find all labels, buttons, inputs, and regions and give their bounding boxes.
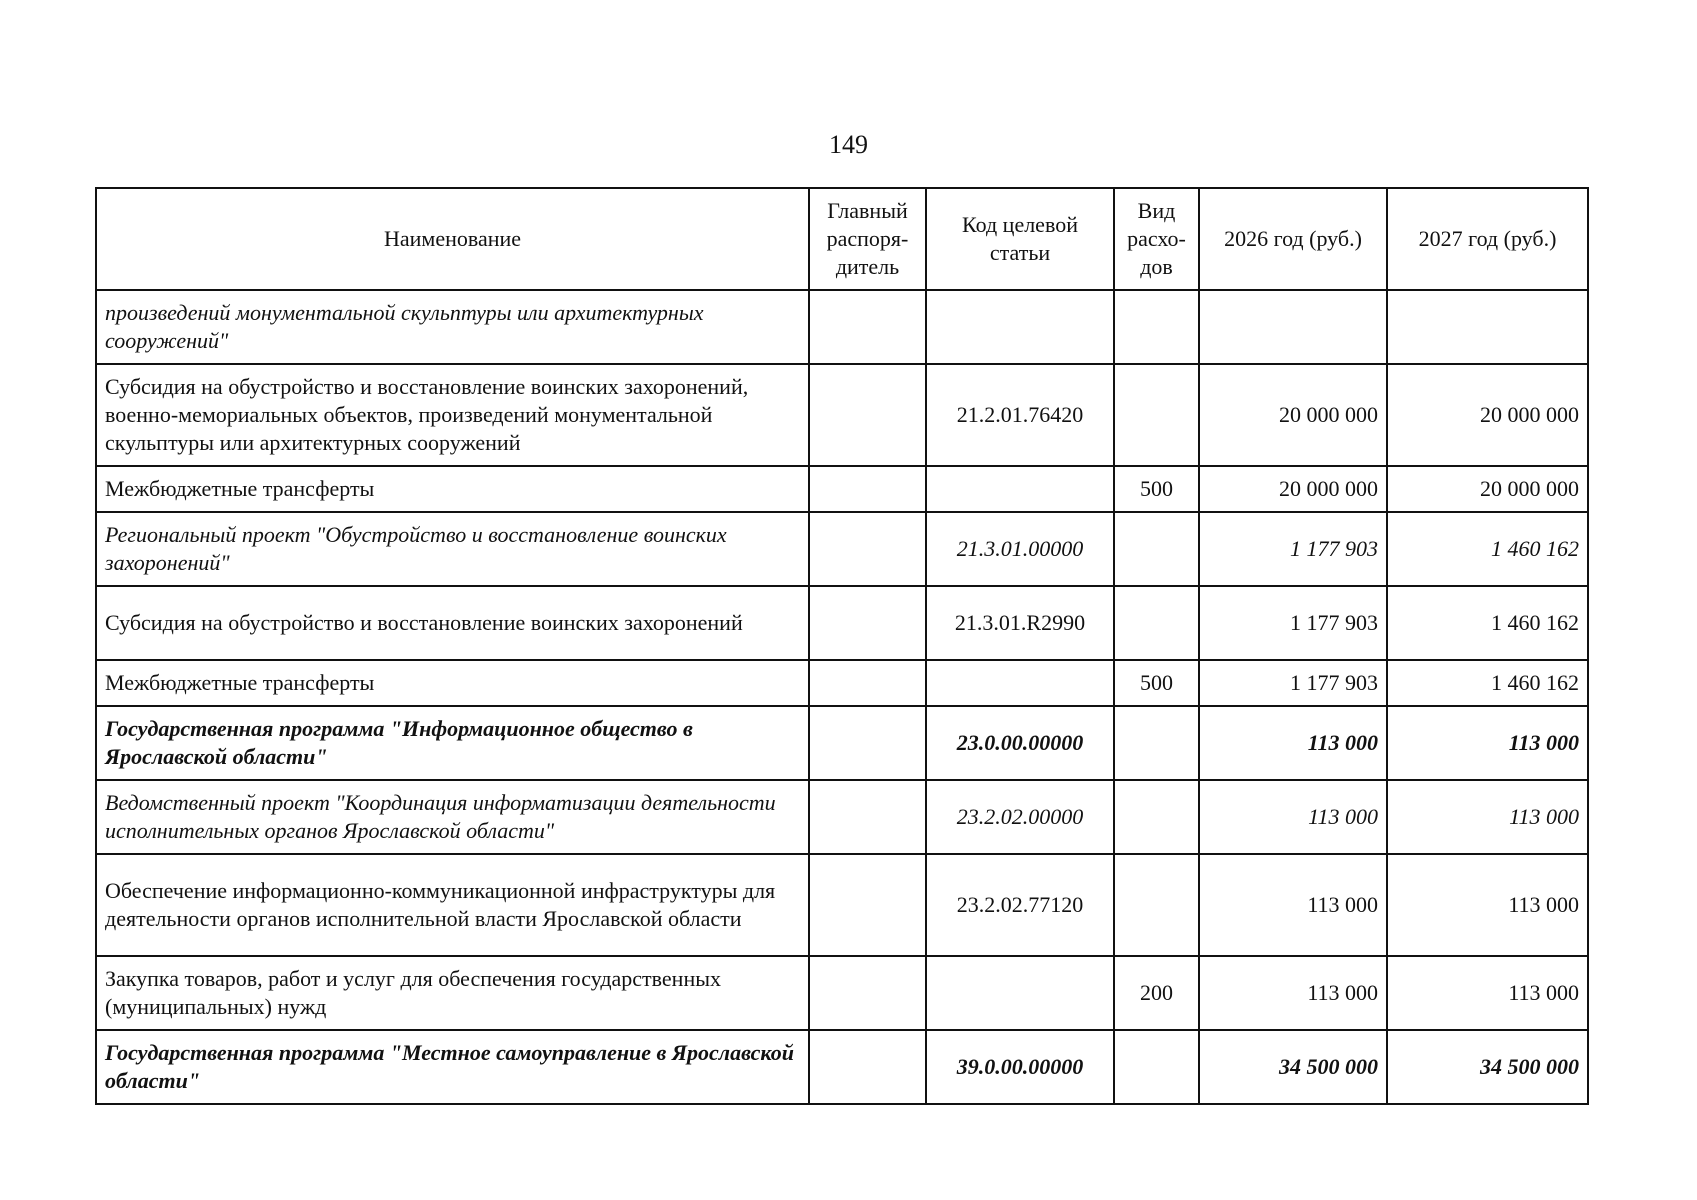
- header-2027: 2027 год (руб.): [1387, 188, 1588, 290]
- cell-2026: 1 177 903: [1199, 512, 1387, 586]
- cell-manager: [809, 780, 926, 854]
- cell-type: [1114, 780, 1199, 854]
- cell-manager: [809, 706, 926, 780]
- cell-2027: 113 000: [1387, 780, 1588, 854]
- header-row: [96, 188, 1588, 290]
- cell-name: Государственная программа "Местное самоуправление в Ярославской области": [96, 1030, 809, 1104]
- cell-code: [926, 660, 1114, 706]
- cell-type: 500: [1114, 466, 1199, 512]
- cell-type: [1114, 854, 1199, 956]
- cell-name: Государственная программа "Информационное общество в Ярославской области": [96, 706, 809, 780]
- cell-2026: 20 000 000: [1199, 466, 1387, 512]
- cell-code: 21.3.01.R2990: [926, 586, 1114, 660]
- cell-name: Обеспечение информационно-коммуникационной инфраструктуры для деятельности органов исполнительной власти Ярославской области: [96, 854, 809, 956]
- table-row: [96, 956, 1588, 1030]
- cell-manager: [809, 956, 926, 1030]
- cell-code: 21.2.01.76420: [926, 364, 1114, 466]
- cell-code: [926, 466, 1114, 512]
- cell-manager: [809, 290, 926, 364]
- table-row: [96, 854, 1588, 956]
- cell-manager: [809, 586, 926, 660]
- header-2026: 2026 год (руб.): [1199, 188, 1387, 290]
- cell-type: [1114, 586, 1199, 660]
- cell-manager: [809, 364, 926, 466]
- cell-2027: 113 000: [1387, 956, 1588, 1030]
- cell-2026: 113 000: [1199, 706, 1387, 780]
- cell-name: Ведомственный проект "Координация информатизации деятельности исполнительных органов Ярославской области": [96, 780, 809, 854]
- cell-2027: 113 000: [1387, 854, 1588, 956]
- table-row: [96, 466, 1588, 512]
- header-manager: Главный распоря-дитель: [809, 188, 926, 290]
- cell-type: [1114, 364, 1199, 466]
- table-row: [96, 706, 1588, 780]
- cell-name: Субсидия на обустройство и восстановление воинских захоронений: [96, 586, 809, 660]
- cell-name: Региональный проект "Обустройство и восстановление воинских захоронений": [96, 512, 809, 586]
- cell-2026: 1 177 903: [1199, 586, 1387, 660]
- cell-code: 23.2.02.00000: [926, 780, 1114, 854]
- header-code: Код целевой статьи: [926, 188, 1114, 290]
- cell-manager: [809, 1030, 926, 1104]
- header-type: Вид расхо-дов: [1114, 188, 1199, 290]
- cell-2026: 113 000: [1199, 956, 1387, 1030]
- cell-code: [926, 956, 1114, 1030]
- cell-2027: 20 000 000: [1387, 364, 1588, 466]
- table-row: [96, 364, 1588, 466]
- table-row: [96, 660, 1588, 706]
- table-row: [96, 1030, 1588, 1104]
- cell-name: Межбюджетные трансферты: [96, 466, 809, 512]
- cell-2027: 1 460 162: [1387, 660, 1588, 706]
- cell-code: 39.0.00.00000: [926, 1030, 1114, 1104]
- cell-name: произведений монументальной скульптуры или архитектурных сооружений": [96, 290, 809, 364]
- cell-2027: 1 460 162: [1387, 512, 1588, 586]
- table-row: [96, 512, 1588, 586]
- cell-2026: 34 500 000: [1199, 1030, 1387, 1104]
- cell-type: [1114, 512, 1199, 586]
- cell-2026: 113 000: [1199, 780, 1387, 854]
- cell-2027: 20 000 000: [1387, 466, 1588, 512]
- cell-2027: 1 460 162: [1387, 586, 1588, 660]
- cell-2026: 113 000: [1199, 854, 1387, 956]
- cell-2026: 20 000 000: [1199, 364, 1387, 466]
- table-row: [96, 780, 1588, 854]
- cell-2027: [1387, 290, 1588, 364]
- header-name: Наименование: [96, 188, 809, 290]
- cell-name: Субсидия на обустройство и восстановление воинских захоронений, военно-мемориальных объектов, произведений монументальной скульптуры или архитектурных сооружений: [96, 364, 809, 466]
- cell-2026: 1 177 903: [1199, 660, 1387, 706]
- cell-2027: 113 000: [1387, 706, 1588, 780]
- cell-name: Закупка товаров, работ и услуг для обеспечения государственных (муниципальных) нужд: [96, 956, 809, 1030]
- cell-type: [1114, 290, 1199, 364]
- cell-code: [926, 290, 1114, 364]
- cell-type: 200: [1114, 956, 1199, 1030]
- cell-2027: 34 500 000: [1387, 1030, 1588, 1104]
- cell-code: 23.2.02.77120: [926, 854, 1114, 956]
- cell-type: 500: [1114, 660, 1199, 706]
- cell-manager: [809, 854, 926, 956]
- table-row: [96, 290, 1588, 364]
- page-number: 149: [829, 130, 868, 159]
- cell-code: 23.0.00.00000: [926, 706, 1114, 780]
- table-row: [96, 586, 1588, 660]
- cell-type: [1114, 706, 1199, 780]
- cell-type: [1114, 1030, 1199, 1104]
- cell-manager: [809, 660, 926, 706]
- cell-2026: [1199, 290, 1387, 364]
- cell-manager: [809, 512, 926, 586]
- cell-manager: [809, 466, 926, 512]
- cell-name: Межбюджетные трансферты: [96, 660, 809, 706]
- budget-table: [95, 187, 1589, 1105]
- cell-code: 21.3.01.00000: [926, 512, 1114, 586]
